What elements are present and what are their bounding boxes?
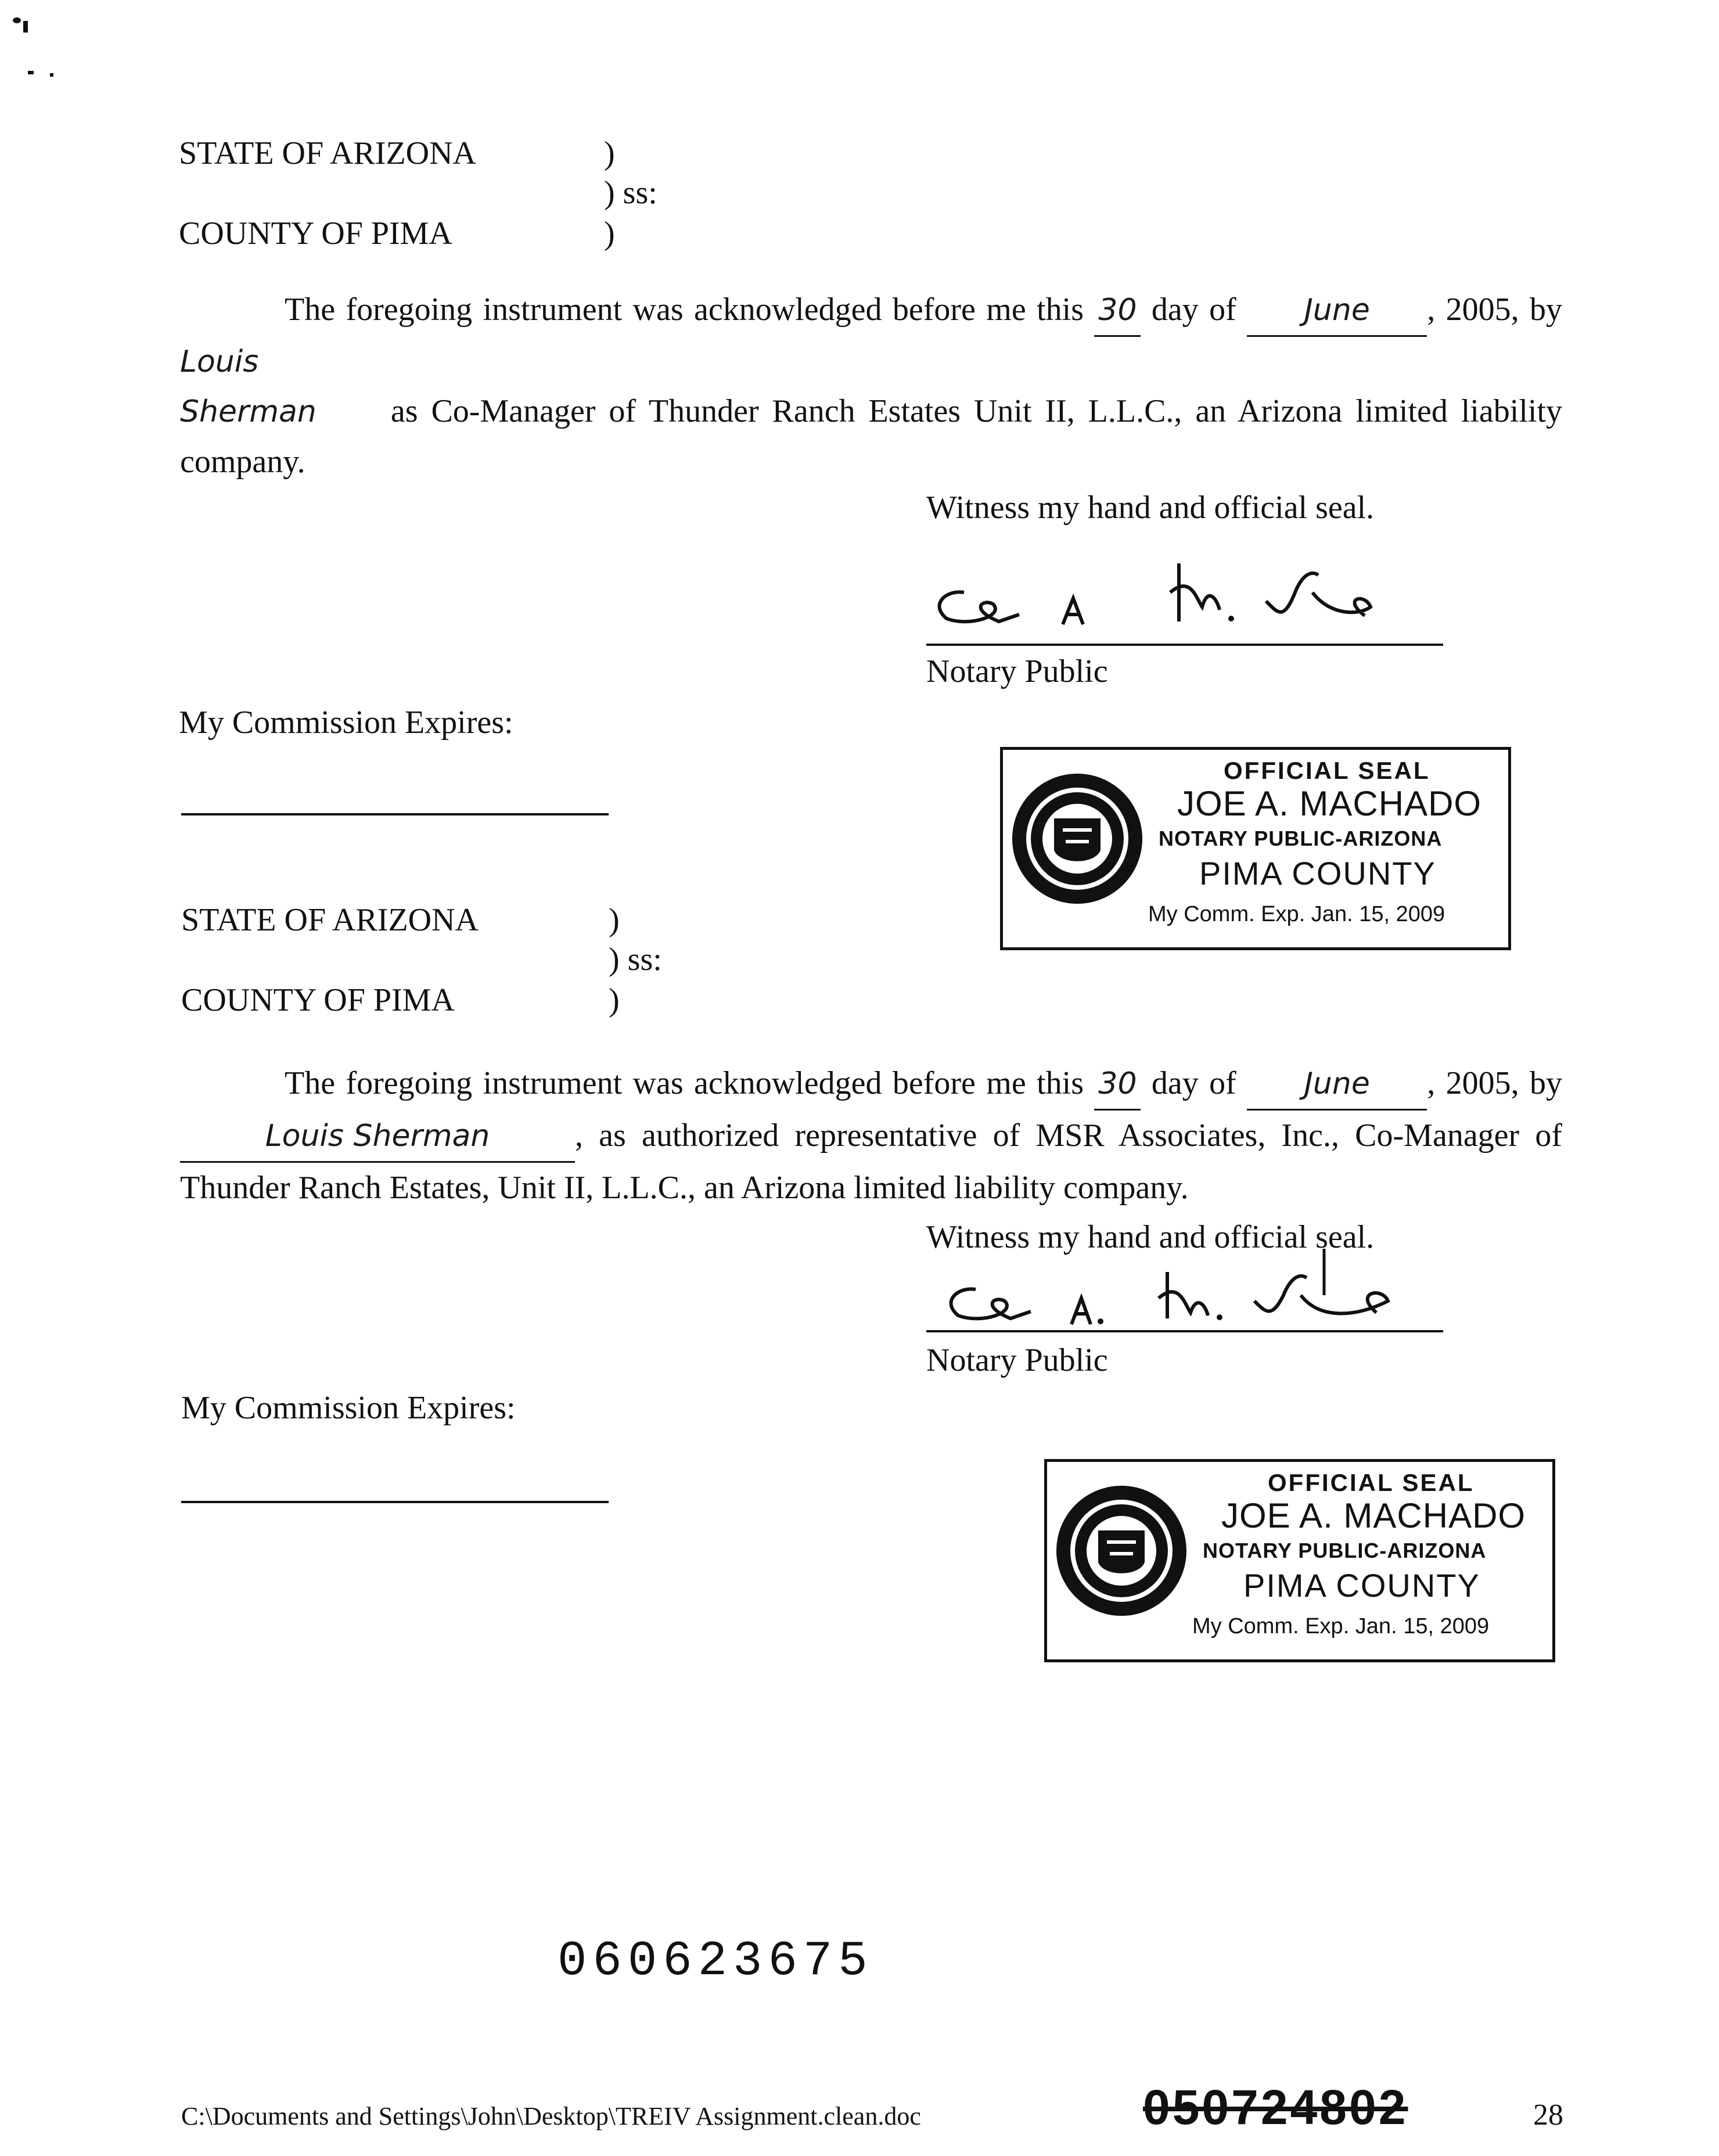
venue-paren: ) <box>609 982 620 1018</box>
ack-text: , as authorized representative of MSR Associates, Inc., Co-Manager of Thunder Ranch Estates, Unit II, L.L.C., an Arizona limited liability company. <box>180 1117 1562 1206</box>
commission-expires-label: My Commission Expires: <box>181 1390 516 1426</box>
file-path: C:\Documents and Settings\John\Desktop\TREIV Assignment.clean.doc <box>181 2102 921 2130</box>
scan-mark <box>50 73 53 77</box>
commission-expires-line <box>181 813 609 815</box>
seal-notary-public: NOTARY PUBLIC-ARIZONA <box>1159 827 1443 850</box>
venue-county: COUNTY OF PIMA <box>179 215 452 251</box>
commission-expires-line <box>181 1501 609 1503</box>
venue-county: COUNTY OF PIMA <box>181 982 455 1018</box>
venue-state: STATE OF ARIZONA <box>181 902 479 938</box>
seal-expiration: My Comm. Exp. Jan. 15, 2009 <box>1192 1614 1490 1638</box>
witness-line: Witness my hand and official seal. <box>926 490 1375 526</box>
signature-line <box>926 644 1443 646</box>
seal-title: OFFICIAL SEAL <box>1224 757 1430 784</box>
ack-text: The foregoing instrument was acknowledged before me this <box>285 292 1084 328</box>
state-seal-icon <box>1052 1478 1191 1623</box>
acknowledgment-paragraph <box>180 1058 1562 1213</box>
scan-mark <box>13 17 21 23</box>
seal-county: PIMA COUNTY <box>1243 1567 1480 1604</box>
venue-paren: ) <box>609 902 620 938</box>
month-handwritten: June <box>1247 1059 1427 1111</box>
notary-seal <box>1044 1459 1555 1662</box>
seal-notary-name: JOE A. MACHADO <box>1177 784 1482 823</box>
seal-expiration: My Comm. Exp. Jan. 15, 2009 <box>1148 902 1445 926</box>
day-handwritten: 30 <box>1094 285 1141 337</box>
ack-text: day of <box>1151 1065 1236 1101</box>
venue-state: STATE OF ARIZONA <box>179 135 476 171</box>
recording-number: 060623675 <box>558 1934 873 1989</box>
scan-mark <box>28 71 34 74</box>
month-handwritten: June <box>1247 285 1427 337</box>
day-handwritten: 30 <box>1094 1059 1141 1111</box>
ack-text: 2005, by <box>1445 292 1563 328</box>
acknowledgment-paragraph <box>180 285 1562 487</box>
ack-text: The foregoing instrument was acknowledged before me this <box>285 1065 1084 1101</box>
venue-ss: ) ss: <box>609 942 662 978</box>
notary-seal <box>1000 747 1511 950</box>
name-handwritten: Louis Sherman <box>180 344 317 429</box>
venue-paren: ) <box>604 215 615 251</box>
commission-expires-label: My Commission Expires: <box>179 705 513 741</box>
state-seal-icon <box>1008 766 1147 911</box>
name-handwritten: Louis Sherman <box>180 1111 575 1163</box>
seal-title: OFFICIAL SEAL <box>1268 1469 1475 1496</box>
venue-paren: ) <box>604 135 615 171</box>
notary-public-label: Notary Public <box>926 1342 1108 1378</box>
stamp-number: 050724802 <box>1143 2080 1408 2135</box>
ack-text: as Co-Manager of Thunder Ranch Estates Unit II, L.L.C., an Arizona limited liability company. <box>180 393 1562 480</box>
seal-notary-public: NOTARY PUBLIC-ARIZONA <box>1203 1539 1487 1562</box>
ack-text: , <box>1427 292 1436 328</box>
ack-text: 2005, by <box>1445 1065 1563 1101</box>
witness-line: Witness my hand and official seal. <box>926 1219 1375 1255</box>
seal-notary-name: JOE A. MACHADO <box>1221 1496 1526 1535</box>
seal-county: PIMA COUNTY <box>1199 855 1436 892</box>
page-number: 28 <box>1533 2098 1563 2132</box>
notary-signature <box>923 558 1446 651</box>
scan-mark <box>23 21 28 33</box>
signature-line <box>926 1330 1443 1332</box>
ack-text: day of <box>1151 292 1236 328</box>
notary-signature <box>923 1243 1446 1342</box>
venue-ss: ) ss: <box>604 175 657 211</box>
ack-text: , <box>1427 1065 1436 1101</box>
notary-public-label: Notary Public <box>926 653 1108 689</box>
